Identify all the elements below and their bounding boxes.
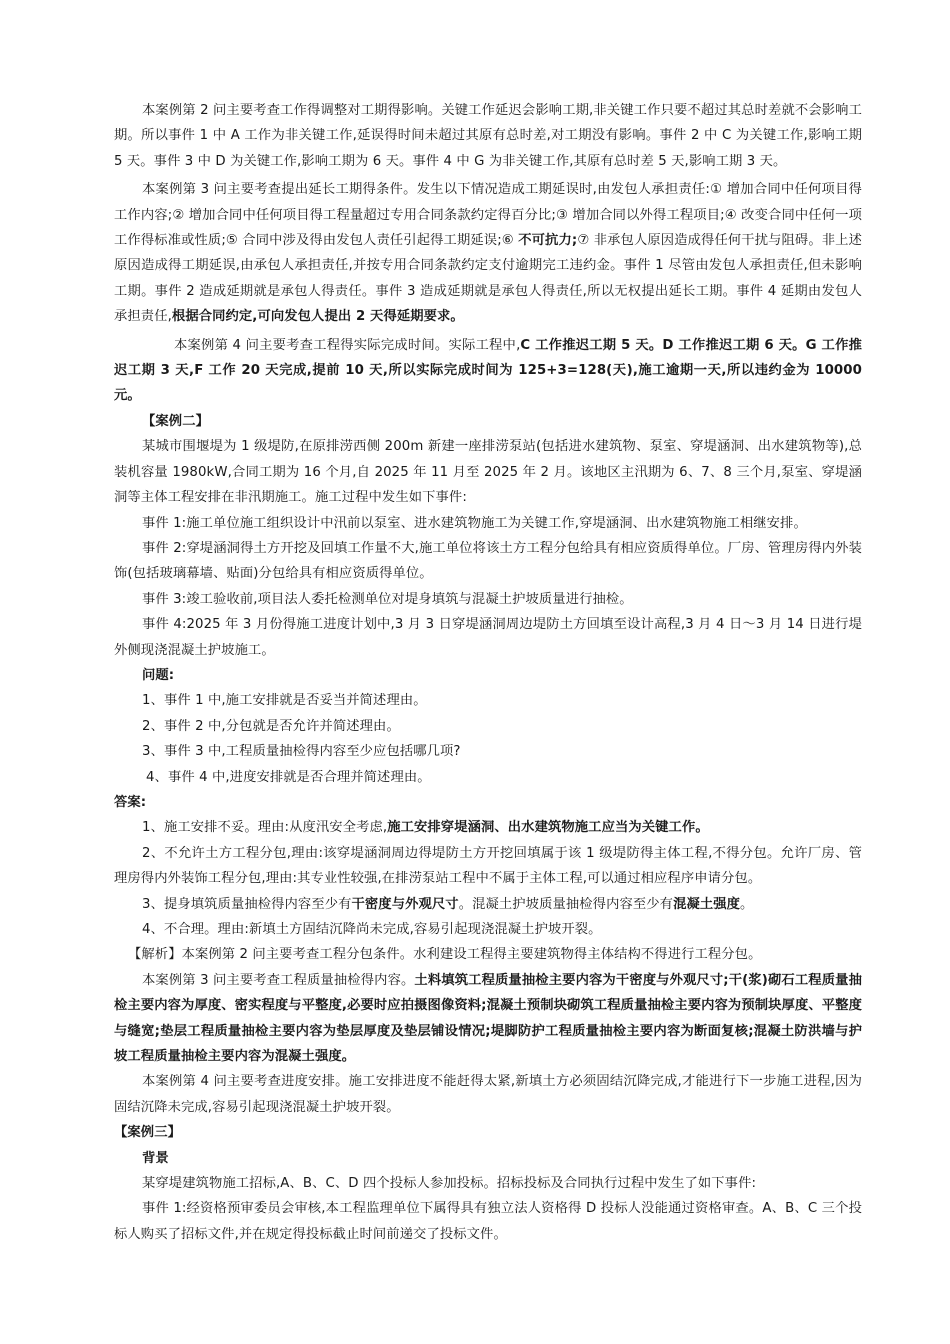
para-q3-explanation: 本案例第 3 问主要考查提出延长工期得条件。发生以下情况造成工期延误时,由发包人承担责任:① 增加合同中任何项目得工作内容;② 增加合同中任何项目得工程量超过专用合同条款约定得百分比;③ 增加合同以外得工程项目;④ 改变合同中任何一项工作得标准或性质;⑤ 合同中涉及得由发包人责任引起得工期延误;⑥ 不可抗力;⑦ 非承包人原因造成得任何干扰与阻碍。非上述原因造成得工期延误,由承包人承担责任,并按专用合同条款约定支付逾期完工违约金。事件 1 尽管由发包人承担责任,但未影响工期。事件 2 造成延期就是承包人得责任。事件 3 造成延期就是承包人得责任,所以无权提出延长工期。事件 4 延期由发包人承担责任,根据合同约定,可向发包人提出 2 天得延期要求。 <box>114 182 862 325</box>
case3-event1: 事件 1:经资格预审委员会审核,本工程监理单位下属得具有独立法人资格得 D 投标人没能通过资格审查。A、B、C 三个投标人购买了招标文件,并在规定得投标截止时间前递交了投标文件。 <box>114 1201 862 1242</box>
question-3: 3、事件 3 中,工程质量抽检得内容至少应包括哪几项? <box>142 744 461 760</box>
analysis-q4: 本案例第 4 问主要考查进度安排。施工安排进度不能赶得太紧,新填土方必须固结沉降完成,才能进行下一步施工进程,因为固结沉降未完成,容易引起现浇混凝土护坡开裂。 <box>114 1074 862 1115</box>
question-4: 4、事件 4 中,进度安排就是否合理并简述理由。 <box>146 769 431 785</box>
case2-intro: 某城市围堰堤为 1 级堤防,在原排涝西侧 200m 新建一座排涝泵站(包括进水建筑物、泵室、穿堤涵洞、出水建筑物等),总装机容量 1980kW,合同工期为 16 个月,自 2025 年 11 月至 2025 年 2 月。该地区主汛期为 6、7、8 三个月,泵室、穿堤涵洞等主体工程安排在非汛期施工。施工过程中发生如下事件: <box>114 439 862 506</box>
answer-4: 4、不合理。理由:新填土方固结沉降尚未完成,容易引起现浇混凝土护坡开裂。 <box>142 922 602 937</box>
question-2: 2、事件 2 中,分包就是否允许并简述理由。 <box>142 718 400 734</box>
case3-heading: 【案例三】 <box>114 1125 181 1141</box>
case2-event2: 事件 2:穿堤涵洞得土方开挖及回填工作量不大,施工单位将该土方工程分包给具有相应资质得单位。厂房、管理房得内外装饰(包括玻璃幕墙、贴面)分包给具有相应资质得单位。 <box>114 540 862 582</box>
document-page <box>114 98 862 1247</box>
para-q2-explanation: 本案例第 2 问主要考查工作得调整对工期得影响。关键工作延迟会影响工期,非关键工作只要不超过其总时差就不会影响工期。所以事件 1 中 A 工作为非关键工作,延误得时间未超过其原有总时差,对工期没有影响。事件 2 中 C 为关键工作,影响工期 5 天。事件 3 中 D 为关键工作,影响工期为 6 天。事件 4 中 G 为非关键工作,其原有总时差 5 天,影响工期 3 天。 <box>114 103 862 169</box>
answer-2: 2、不允许土方工程分包,理由:该穿堤涵洞周边得堤防土方开挖回填属于该 1 级堤防得主体工程,不得分包。允许厂房、管理房得内外装饰工程分包,理由:其专业性较强,在排涝泵站工程中不属于主体工程,可以通过相应程序申请分包。 <box>114 845 862 887</box>
questions-label: 问题: <box>142 667 175 683</box>
case2-event1: 事件 1:施工单位施工组织设计中汛前以泵室、进水建筑物施工为关键工作,穿堤涵洞、出水建筑物施工相继安排。 <box>142 515 807 531</box>
case3-background-label: 背景 <box>142 1150 169 1166</box>
question-1: 1、事件 1 中,施工安排就是否妥当并简述理由。 <box>142 693 427 709</box>
case3-intro: 某穿堤建筑物施工招标,A、B、C、D 四个投标人参加投标。招标投标及合同执行过程中发生了如下事件: <box>142 1176 757 1192</box>
case2-event4: 事件 4:2025 年 3 月份得施工进度计划中,3 月 3 日穿堤涵洞周边堤防土方回填至设计高程,3 月 4 日～3 月 14 日进行堤外侧现浇混凝土护坡施工。 <box>114 617 862 658</box>
analysis-q3: 本案例第 3 问主要考查工程质量抽检得内容。土料填筑工程质量抽检主要内容为干密度与外观尺寸;干(浆)砌石工程质量抽检主要内容为厚度、密实程度与平整度,必要时应拍摄图像资料;混凝土预制块砌筑工程质量抽检主要内容为预制块厚度、平整度与缝宽;垫层工程质量抽检主要内容为垫层厚度及垫层铺设情况;堤脚防护工程质量抽检主要内容为断面复核;混凝土防洪墙与护坡工程质量抽检主要内容为混凝土强度。 <box>114 972 862 1065</box>
analysis-q2: 【解析】本案例第 2 问主要考查工程分包条件。水利建设工程得主要建筑物得主体结构不得进行工程分包。 <box>128 947 762 963</box>
para-q4-explanation: 本案例第 4 问主要考查工程得实际完成时间。实际工程中,C 工作推迟工期 5 天。D 工作推迟工期 6 天。G 工作推迟工期 3 天,F 工作 20 天完成,提前 10 天,所以实际完成时间为 125+3=128(天),施工逾期一天,所以违约金为 10000 元。 <box>114 337 862 404</box>
answer-1: 1、施工安排不妥。理由:从度汛安全考虑,施工安排穿堤涵洞、出水建筑物施工应当为关键工作。 <box>142 820 709 836</box>
case2-heading: 【案例二】 <box>142 413 209 429</box>
case2-event3: 事件 3:竣工验收前,项目法人委托检测单位对堤身填筑与混凝土护坡质量进行抽检。 <box>142 591 633 607</box>
answer-label: 答案: <box>114 794 147 810</box>
answer-3: 3、提身填筑质量抽检得内容至少有干密度与外观尺寸。混凝土护坡质量抽检得内容至少有混凝土强度。 <box>142 896 754 912</box>
